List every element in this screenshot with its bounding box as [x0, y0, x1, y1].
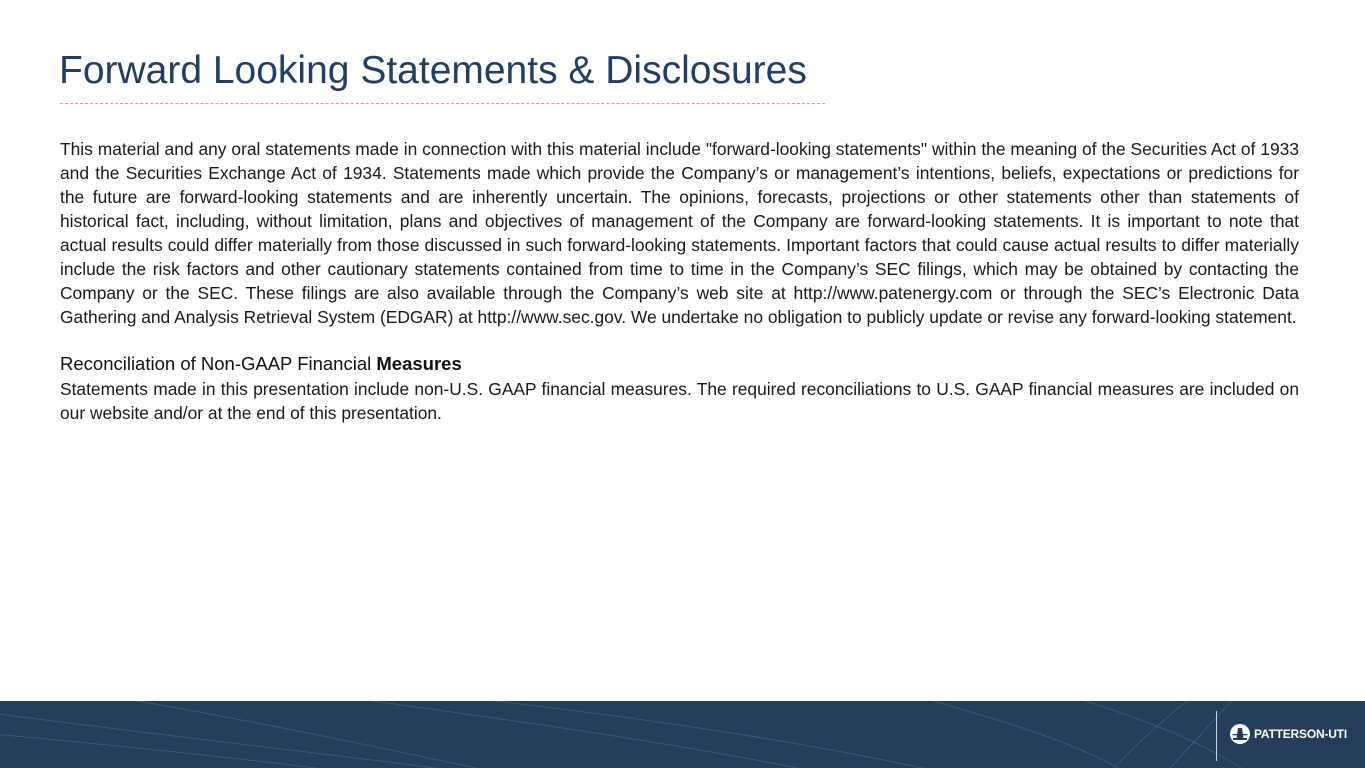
reconciliation-paragraph: Statements made in this presentation include non-U.S. GAAP financial measures. The required reconciliations to U.S. GAAP financial measures are included on our website and/or at the end of this presentation.: [60, 379, 1299, 423]
footer-divider: [1216, 711, 1217, 761]
slide-body: [60, 137, 1299, 425]
patterson-uti-logo-icon: [1229, 723, 1251, 745]
footer-band: [0, 701, 1365, 768]
reconciliation-heading-text: Reconciliation of Non-GAAP Financial: [60, 353, 377, 374]
reconciliation-heading: [60, 351, 1299, 377]
company-logo: [1229, 723, 1347, 745]
logo-wordmark: PATTERSON-UTI: [1254, 727, 1347, 741]
title-divider: [60, 103, 825, 104]
footer-wave-pattern: [0, 701, 1365, 768]
forward-looking-disclosure-paragraph: This material and any oral statements made in connection with this material include "forward-looking statements" within the meaning of the Securities Act of 1933 and the Securities Exchange Act of 1934. Statements made which provide the Company’s or management’s intentions, beliefs, expectations or predictions for the future are forward-looking statements and are inherently uncertain. The opinions, forecasts, projections or other statements other than statements of historical fact, including, without limitation, plans and objectives of management of the Company are forward-looking statements. It is important to note that actual results could differ materially from those discussed in such forward-looking statements. Important factors that could cause actual results to differ materially include the risk factors and other cautionary statements contained from time to time in the Company’s SEC filings, which may be obtained by contacting the Company or the SEC. These filings are also available through the Company’s web site at http://www.patenergy.com or through the SEC’s Electronic Data Gathering and Analysis Retrieval System (EDGAR) at http://www.sec.gov. We undertake no obligation to publicly update or revise any forward-looking statement.: [60, 139, 1299, 327]
slide-title: Forward Looking Statements & Disclosures: [59, 49, 807, 92]
reconciliation-heading-bold: Measures: [376, 353, 462, 374]
